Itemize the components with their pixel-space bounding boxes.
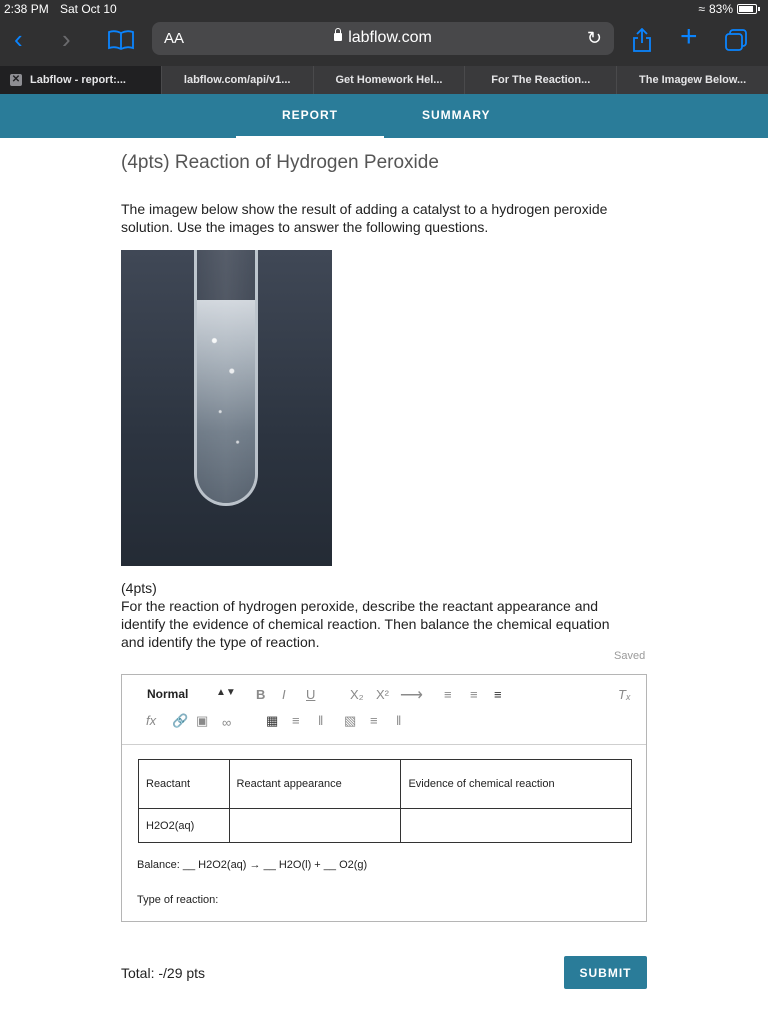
- editor-toolbar: [122, 675, 646, 745]
- browser-tab[interactable]: [616, 66, 768, 94]
- page-title: (4pts) Reaction of Hydrogen Peroxide: [121, 152, 439, 173]
- close-tab-icon[interactable]: ✕: [11, 74, 21, 85]
- arrow-insert-icon[interactable]: ⟶: [400, 687, 423, 704]
- insert-row-icon[interactable]: ≡: [292, 713, 300, 728]
- question-text: For the reaction of hydrogen peroxide, describe the reactant appearance and identify the evidence of chemical reaction. Then balance the chemical equation and identify the type of reaction.: [121, 598, 610, 650]
- status-indicators: [698, 2, 760, 16]
- balance-label: Balance:: [137, 859, 180, 871]
- tab-report[interactable]: REPORT: [282, 108, 339, 122]
- url-display: [152, 29, 614, 47]
- superscript-icon[interactable]: X²: [376, 687, 389, 702]
- submit-button[interactable]: SUBMIT: [564, 956, 647, 989]
- browser-tab[interactable]: [313, 66, 465, 94]
- image-icon[interactable]: ▣: [196, 713, 209, 728]
- table-cell[interactable]: [229, 809, 401, 843]
- url-text: labflow.com: [348, 29, 432, 46]
- report-nav-bar: [0, 94, 768, 138]
- wifi-icon: ≈: [698, 2, 705, 16]
- table-cell[interactable]: [401, 809, 632, 843]
- reaction-type-label: Type of reaction:: [137, 894, 219, 906]
- active-tab-indicator: [236, 136, 384, 138]
- browser-tab-strip: [0, 66, 768, 94]
- answer-table: [138, 759, 632, 843]
- forward-chevron-icon[interactable]: ›: [62, 24, 71, 54]
- table-header-cell[interactable]: Evidence of chemical reaction: [401, 760, 632, 809]
- bullet-list-icon[interactable]: ≡: [470, 687, 478, 702]
- test-tube-photo: [121, 250, 332, 566]
- test-tube-shape: [194, 250, 258, 506]
- balance-line[interactable]: [137, 859, 367, 871]
- bookmarks-icon[interactable]: [108, 28, 134, 54]
- table-icon[interactable]: ▦: [266, 713, 279, 728]
- attachment-icon[interactable]: ∞: [222, 715, 232, 730]
- select-arrows-icon[interactable]: ▲▼: [216, 687, 236, 698]
- intro-text: The imagew below show the result of adding a catalyst to a hydrogen peroxide solution. Use the images to answer the following questions.: [121, 201, 608, 235]
- battery-percent: 83%: [708, 2, 733, 16]
- question-points: (4pts): [121, 580, 157, 596]
- paragraph-style-select[interactable]: Normal: [147, 687, 189, 701]
- status-date: Sat Oct 10: [60, 2, 117, 16]
- italic-icon[interactable]: I: [282, 687, 286, 702]
- link-icon[interactable]: 🔗: [172, 713, 189, 728]
- tabs-overview-icon[interactable]: [724, 28, 748, 56]
- insert-column-icon[interactable]: ‖: [318, 713, 324, 728]
- subscript-icon[interactable]: X₂: [350, 687, 364, 702]
- table-header-cell[interactable]: Reactant: [139, 760, 230, 809]
- tab-label: labflow.com/api/v1...: [183, 74, 291, 86]
- delete-row-icon[interactable]: ≡: [370, 713, 378, 728]
- share-icon[interactable]: [632, 28, 652, 56]
- browser-tab-active[interactable]: [0, 66, 161, 94]
- reload-icon[interactable]: ↻: [586, 28, 602, 48]
- battery-icon: [737, 4, 757, 14]
- browser-tab[interactable]: [464, 66, 616, 94]
- back-chevron-icon[interactable]: ‹: [14, 24, 23, 54]
- browser-chrome: [0, 0, 768, 66]
- clear-format-icon[interactable]: Tₓ: [618, 687, 631, 702]
- reader-aa-button[interactable]: AA: [164, 30, 185, 47]
- tab-label: The Imagew Below...: [639, 74, 747, 86]
- formula-icon[interactable]: fx: [146, 713, 157, 728]
- tab-label: For The Reaction...: [491, 74, 591, 86]
- tab-label: Get Homework Hel...: [335, 74, 443, 86]
- delete-table-icon[interactable]: ▧: [344, 713, 357, 728]
- balance-equation: __ H2O2(aq) → __ H2O(l) + __ O2(g): [182, 859, 368, 871]
- align-icon[interactable]: ≡: [494, 687, 502, 702]
- bold-icon[interactable]: B: [256, 687, 266, 702]
- ordered-list-icon[interactable]: ≡: [444, 687, 452, 702]
- new-tab-plus-icon[interactable]: +: [680, 20, 698, 53]
- status-time: 2:38 PM: [4, 2, 49, 16]
- table-header-cell[interactable]: Reactant appearance: [229, 760, 401, 809]
- delete-column-icon[interactable]: ‖: [396, 713, 402, 728]
- address-bar[interactable]: [152, 22, 614, 55]
- bubbling-liquid: [197, 300, 255, 503]
- browser-tab[interactable]: [161, 66, 313, 94]
- total-points: Total: -/29 pts: [121, 965, 206, 981]
- reaction-type-line[interactable]: [137, 894, 218, 906]
- underline-icon[interactable]: U: [306, 687, 316, 702]
- lock-icon: [334, 33, 342, 41]
- table-cell[interactable]: H2O2(aq): [139, 809, 230, 843]
- tab-label: Labflow - report:...: [30, 74, 126, 86]
- tab-summary[interactable]: SUMMARY: [422, 108, 491, 122]
- answer-editor[interactable]: [121, 674, 647, 922]
- saved-status: Saved: [614, 650, 646, 662]
